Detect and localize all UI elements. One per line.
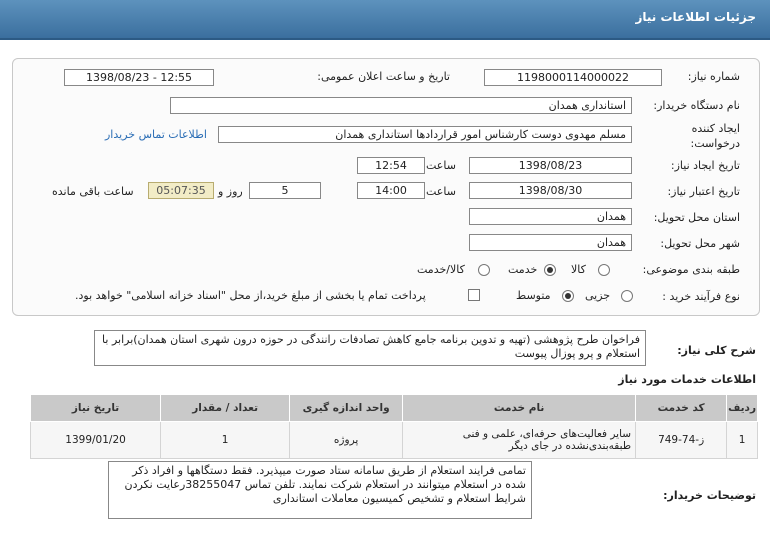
col-unit: واحد اندازه گیری [290,395,403,422]
category-radio-goods-service[interactable] [478,264,490,276]
col-quantity: تعداد / مقدار [161,395,290,422]
cell-quantity: 1 [161,422,290,459]
table-row [31,422,758,459]
cell-row-number: 1 [727,422,758,459]
cell-service-code: ز-74-749 [636,422,727,459]
treasury-payment-checkbox[interactable] [468,289,480,301]
remaining-time-timer: 05:07:35 [148,182,214,199]
summary-label: شرح کلی نیاز: [677,344,756,357]
process-label: نوع فرآیند خرید : [662,290,740,303]
announce-datetime-label: تاریخ و ساعت اعلان عمومی: [317,70,450,83]
buyer-org-label: نام دستگاه خریدار: [653,99,740,112]
cell-service-name: سایر فعالیت‌های حرفه‌ای، علمی و فنی طبقه‌بندی‌نشده در جای دیگر [403,422,636,459]
category-radio-goods[interactable] [598,264,610,276]
creator-field[interactable]: مسلم مهدوی دوست کارشناس امور قراردادها استانداری همدان [218,126,632,143]
creator-label-line2: درخواست: [690,137,740,150]
category-option-goods: کالا [571,263,586,276]
process-option-minor: جزیی [585,289,611,302]
valid-date-field[interactable]: 1398/08/30 [469,182,632,199]
valid-time-field[interactable]: 14:00 [357,182,425,199]
cell-need-date: 1399/01/20 [31,422,161,459]
buyer-org-field[interactable]: استانداری همدان [170,97,632,114]
need-number-field[interactable]: 1198000114000022 [484,69,662,86]
services-section-title: اطلاعات خدمات مورد نیاز [618,373,756,386]
category-label: طبقه بندی موضوعی: [642,263,740,276]
col-row-number: ردیف [727,395,758,422]
buyer-contact-link[interactable]: اطلاعات تماس خریدار [105,128,207,141]
col-service-name: نام خدمت [403,395,636,422]
cell-unit: پروژه [290,422,403,459]
col-service-code: کد خدمت [636,395,727,422]
create-time-field[interactable]: 12:54 [357,157,425,174]
process-radio-minor[interactable] [621,290,633,302]
announce-datetime-field[interactable]: 1398/08/23 - 12:55 [64,69,214,86]
process-radio-medium[interactable] [562,290,574,302]
province-field[interactable]: همدان [469,208,632,225]
valid-time-label: ساعت [426,185,456,198]
page-header [0,0,770,40]
services-table-header [31,395,758,422]
remaining-time-label: ساعت باقی مانده [52,185,134,198]
treasury-payment-note: پرداخت تمام یا بخشی از مبلغ خرید،از محل "اسناد خزانه اسلامی" خواهد بود. [75,289,426,302]
days-label: روز و [218,185,243,198]
col-need-date: تاریخ نیاز [31,395,161,422]
valid-date-label: تاریخ اعتبار نیاز: [667,185,740,198]
category-radio-service[interactable] [544,264,556,276]
services-table [30,394,758,459]
days-field[interactable]: 5 [249,182,321,199]
city-field[interactable]: همدان [469,234,632,251]
page-title: جزئیات اطلاعات نیاز [635,10,756,24]
create-time-label: ساعت [426,159,456,172]
buyer-notes-label: توضیحات خریدار: [663,489,756,502]
buyer-notes-text: تمامی فرایند استعلام از طریق سامانه ستاد صورت میپذیرد. فقط دستگاهها و افراد ذکر شده در استعلام میتوانند در استعلام شرکت نمایند. تلفن تماس 38255047رعایت نکردن شرایط استعلام و تشخیص کمیسیون معاملات استانداری [108,461,532,519]
category-option-goods-service: کالا/خدمت [417,263,465,276]
need-number-label: شماره نیاز: [687,70,740,83]
process-option-medium: متوسط [516,289,551,302]
create-date-field[interactable]: 1398/08/23 [469,157,632,174]
province-label: استان محل تحویل: [653,211,740,224]
category-option-service: خدمت [508,263,538,276]
create-date-label: تاریخ ایجاد نیاز: [670,159,740,172]
summary-text: فراخوان طرح پژوهشی (تهیه و تدوین برنامه جامع کاهش تصادفات رانندگی در حوزه درون شهری استان همدان)برابر با استعلام و پرو پوزال پیوست [94,330,646,366]
city-label: شهر محل تحویل: [660,237,740,250]
creator-label-line1: ایجاد کننده [691,122,740,135]
